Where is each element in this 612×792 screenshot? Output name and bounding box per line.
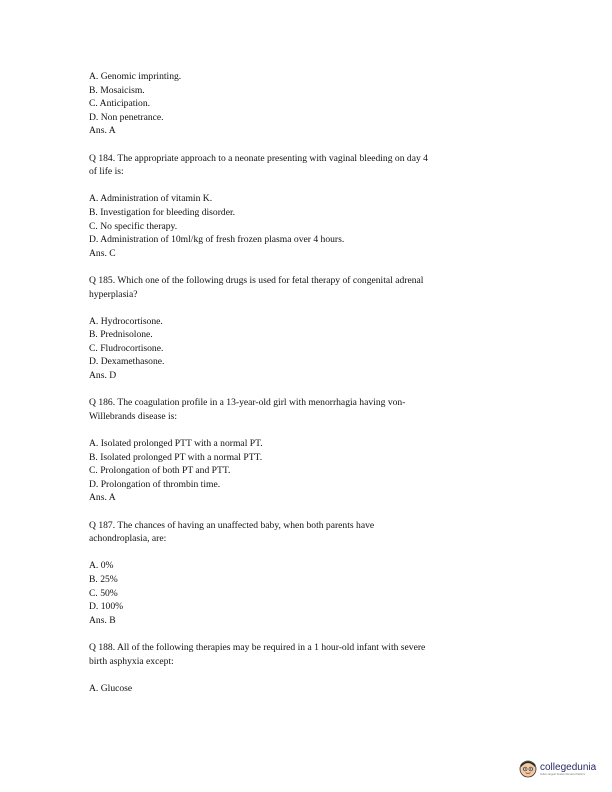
question-text: birth asphyxia except: xyxy=(89,655,174,667)
option-c: C. No specific therapy. xyxy=(89,220,178,232)
option-d: D. Dexamethasone. xyxy=(89,356,165,368)
option-a: A. Isolated prolonged PTT with a normal PT. xyxy=(89,438,263,450)
option-b: B. Mosaicism. xyxy=(89,84,145,96)
question-187 xyxy=(89,519,519,628)
question-text: of life is: xyxy=(89,166,124,178)
option-c: C. Anticipation. xyxy=(89,98,151,110)
question-184 xyxy=(89,152,519,261)
option-d: D. Non penetrance. xyxy=(89,111,164,123)
answer: Ans. A xyxy=(89,492,116,504)
answer: Ans. C xyxy=(89,247,116,259)
option-a: A. 0% xyxy=(89,560,114,572)
option-d: D. 100% xyxy=(89,601,124,613)
preface-block xyxy=(89,70,519,138)
option-b: B. 25% xyxy=(89,573,118,585)
question-text: achondroplasia, are: xyxy=(89,533,167,545)
option-c: C. Prolongation of both PT and PTT. xyxy=(89,465,231,477)
option-a: A. Genomic imprinting. xyxy=(89,71,182,82)
option-a: A. Administration of vitamin K. xyxy=(89,193,213,205)
option-b: B. Investigation for bleeding disorder. xyxy=(89,206,236,218)
document-body xyxy=(89,70,519,695)
answer: Ans. B xyxy=(89,614,116,626)
answer: Ans. D xyxy=(89,370,117,382)
option-b: B. Prednisolone. xyxy=(89,329,153,341)
option-b: B. Isolated prolonged PT with a normal PTT. xyxy=(89,451,263,463)
option-c: C. 50% xyxy=(89,587,118,599)
logo-text: collegedunia xyxy=(540,761,597,773)
option-a: A. Hydrocortisone. xyxy=(89,315,163,327)
mascot-icon xyxy=(519,760,537,778)
question-text: Q 186. The coagulation profile in a 13-year-old girl with menorrhagia having von- xyxy=(89,397,406,409)
question-text: Q 184. The appropriate approach to a neonate presenting with vaginal bleeding on day 4 xyxy=(89,152,428,164)
answer: Ans. A xyxy=(89,125,116,137)
question-text: Q 185. Which one of the following drugs is used for fetal therapy of congenital adrenal xyxy=(89,274,424,286)
option-a: A. Glucose xyxy=(89,682,133,694)
question-text: Q 188. All of the following therapies may be required in a 1 hour-old infant with severe xyxy=(89,641,426,653)
collegedunia-logo[interactable] xyxy=(519,757,596,781)
question-186 xyxy=(89,396,519,505)
question-185 xyxy=(89,274,519,383)
question-text: hyperplasia? xyxy=(89,288,138,300)
option-c: C. Fludrocortisone. xyxy=(89,342,164,354)
option-d: D. Prolongation of thrombin time. xyxy=(89,478,221,490)
option-d: D. Administration of 10ml/kg of fresh frozen plasma over 4 hours. xyxy=(89,234,345,246)
question-text: Willebrands disease is: xyxy=(89,410,178,422)
question-text: Q 187. The chances of having an unaffected baby, when both parents have xyxy=(89,519,375,531)
logo-tagline: India's largest Student Review Platform xyxy=(540,772,586,776)
question-188 xyxy=(89,641,519,695)
